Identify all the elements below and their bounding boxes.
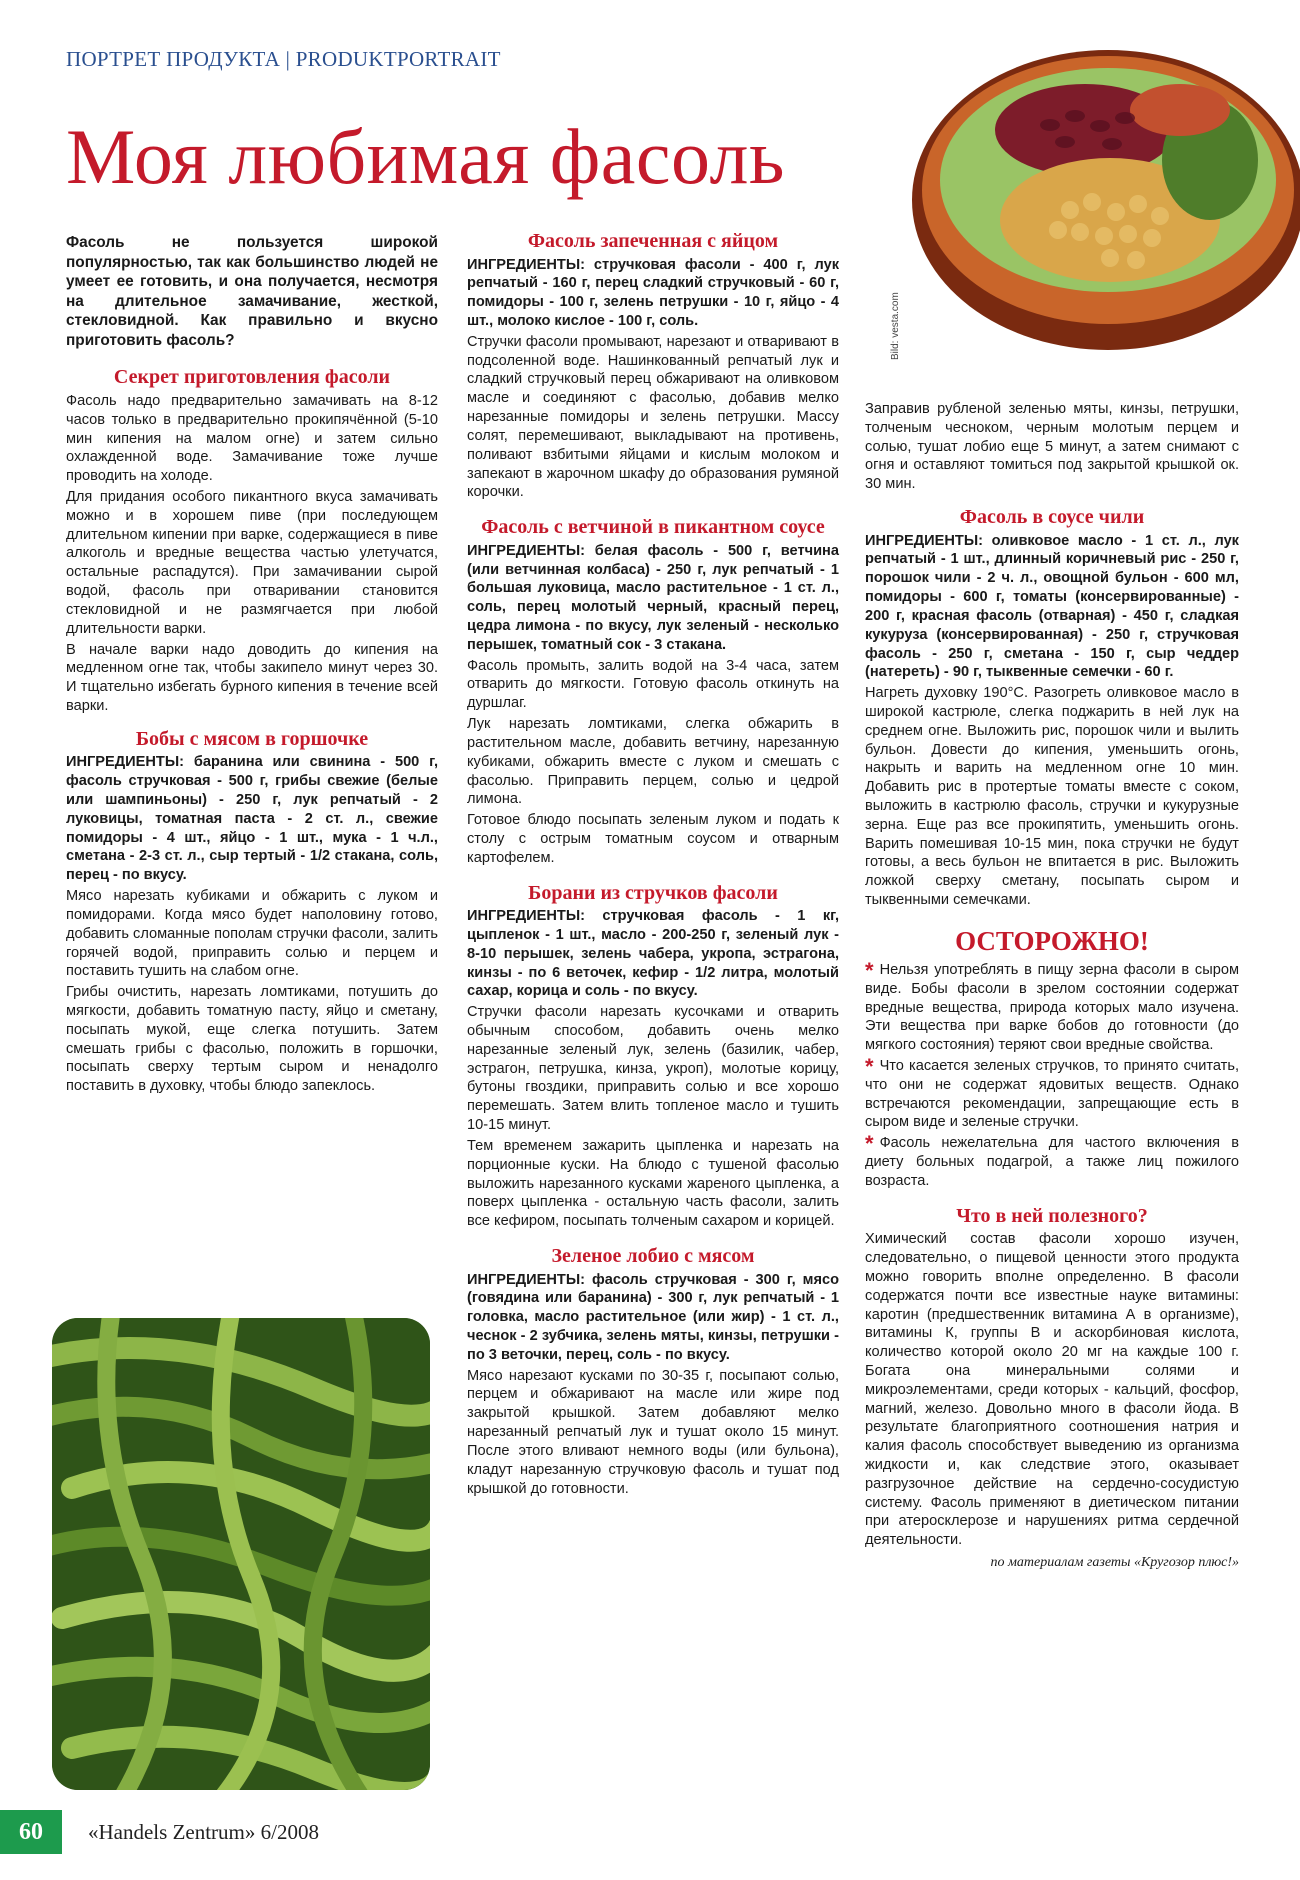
bobi-ingredients: ИНГРЕДИЕНТЫ: баранина или свинина - 500 г, фасоль стручковая - 500 г, грибы свежие (белые или шампиньоны) - 250 г, лук репчатый - 2 луковицы, томатная паста - 2 ст. л., свежие помидоры - 4 шт., яйцо - 1 шт., мука - 1 ч.л., сметана - 2-3 ст. л., сыр тертый - 1/2 стакана, соль, перец - по вкусу.: [66, 754, 438, 884]
bobi-paragraph-2: Грибы очистить, нарезать ломтиками, потушить до мягкости, добавить томатную пасту, яйцо и сметану, посыпать мукой, еще слегка потушить. Затем смешать грибы с фасолью, положить в горшочки, посыпать сверху тертым сыром и ненадолго поставить в духовку, чтобы блюдо запеклось.: [66, 984, 438, 1095]
vetchina-paragraph-1: Фасоль промыть, залить водой на 3-4 часа, затем отварить до мягкости. Готовую фасоль откинуть на дуршлаг.: [467, 657, 839, 712]
secret-heading: Секрет приготовления фасоли: [113, 366, 391, 389]
vetchina-ingredients: ИНГРЕДИЕНТЫ: белая фасоль - 500 г, ветчина (или ветчинная колбаса) - 250 г, лук репчатый - 1 большая луковица, масло растительное - 1 ст. л., соль, перец молотый черный, красный перец, цедра лимона - по вкусу, лук зеленый - несколько перышек, томатный сок - 3 стакана.: [467, 542, 839, 653]
zapech-heading: Фасоль запеченная с яйцом: [527, 230, 779, 252]
useful-heading: Что в ней полезного?: [956, 1204, 1148, 1227]
caution-item: * Фасоль нежелательна для частого включения в диету больных подагрой, а также лиц пожилого возраста.: [865, 1131, 1239, 1189]
green-beans-photo: [52, 1318, 430, 1790]
caution-item: * Что касается зеленых стручков, то принято считать, что они не содержат ядовитых веществ. Однако встречаются рекомендации, запрещающие есть в сыром виде и зеленые стручки.: [865, 1053, 1239, 1131]
bobi-paragraph-1: Мясо нарезать кубиками и обжарить с луком и помидорами. Когда мясо будет наполовину готово, добавить сломанные пополам стручки фасоли, залить горячей водой, приправить солью и перцем и поставить тушить на слабом огне.: [66, 888, 438, 980]
lobio-ingredients: ИНГРЕДИЕНТЫ: фасоль стручковая - 300 г, мясо (говядина или баранина) - 300 г, лук репчатый - 1 головка, масло растительное (или жир) - 1 ст. л., чеснок - 2 зубчика, зелень мяты, кинзы, петрушки - по 3 веточки, перец, соль - по вкусу.: [467, 1271, 839, 1363]
column-left: [66, 233, 438, 1098]
chili-ingredients: ИНГРЕДИЕНТЫ: оливковое масло - 1 ст. л., лук репчатый - 1 шт., длинный коричневый рис - 250 г, порошок чили - 2 ч. л., овощной бульон - 600 мл, помидоры - 600 г, томаты (консервированные) - 200 г, красная фасоль (отварная) - 450 г, сладкая кукуруза (консервированная) - 250 г, стручковая фасоль - 250 г, сметана - 150 г, сыр чеддер (натереть) - 90 г, тыквенные семечки - 60 г.: [865, 532, 1239, 681]
page-number: 60: [19, 1819, 43, 1845]
borani-paragraph-1: Стручки фасоли нарезать кусочками и отварить обычным способом, добавить очень мелко нарезанные зеленый лук, зелень (базилик, чабер, эстрагон, петрушка, кинза, укроп), молотые корицу, бутоны гвоздики, приправить солью и все хорошо перемешать. Затем влить топленое масло и тушить 10-15 минут.: [467, 1004, 839, 1134]
column-middle: [467, 232, 839, 1500]
photo-credit: Bild: vesta.com: [890, 292, 901, 360]
zapech-paragraph-1: Стручки фасоли промывают, нарезают и отваривают в подсоленной воде. Нашинкованный репчатый лук и сладкий стручковый перец обжаривают на оливковом масле и соединяют с фасолью, добавив мелко нарезанные помидоры и зелень петрушки. Массу солят, перемешивают, выкладывают на противень, поливают взбитыми яйцами и кислым молоком и запекают в жарочном шкафу до образования румяной корочки.: [467, 333, 839, 501]
vetchina-paragraph-2: Лук нарезать ломтиками, слегка обжарить в растительном масле, добавить ветчину, нарезанную кубиками, обжарить вместе с луком и смешать с фасолью. Приправить перцем, солью и цедрой лимона.: [467, 716, 839, 808]
zapech-ingredients: ИНГРЕДИЕНТЫ: стручковая фасоли - 400 г, лук репчатый - 160 г, перец сладкий стручковый - 60 г, помидоры - 100 г, зелень петрушки - 10 г, яйцо - 4 шт., молоко кислое - 100 г, соль.: [467, 256, 839, 330]
section-rubric: ПОРТРЕТ ПРОДУКТА | PRODUKTPORTRAIT: [66, 47, 501, 71]
caution-item: * Нельзя употреблять в пищу зерна фасоли в сыром виде. Бобы фасоли в зрелом состоянии содержат вредные вещества, природа которых мало изучена. Эти вещества при варке бобов до готовности (до мягкого состояния) теряют свои вредные свойства.: [865, 957, 1239, 1054]
caution-heading: ОСТОРОЖНО!: [955, 925, 1149, 956]
lobio-paragraph-2: Заправив рубленой зеленью мяты, кинзы, петрушки, толченым чесноком, черным молотым перцем и солью, тушат лобио еще 5 минут, а затем снимают с огня и оставляют томиться под закрытой крышкой ок. 30 мин.: [865, 401, 1239, 493]
bobi-heading: Бобы с мясом в горшочке: [135, 727, 369, 750]
useful-paragraph-1: Химический состав фасоли хорошо изучен, следовательно, о пищевой ценности этого продукта можно говорить вполне определенно. В фасоли содержатся почти все известные науке витамины: каротин (предшественник витамина А в организме), витамины К, группы В и аскорбиновая кислота, количество которой около 20 мг на каждые 100 г. Богата она минеральными солями и микроэлементами, среди которых - кальций, фосфор, магний, железо. Довольно много в фасоли йода. В результате благоприятного соотношения натрия и калия фасоль способствует выведению из организма жидкости и, как следствие этого, оказывает разгрузочное действие на сердечно-сосудистую систему. Фасоль применяют в диетическом питании при атеросклерозе и нарушениях ритма сердечной деятельности.: [865, 1231, 1239, 1549]
source-note: по материалам газеты «Кругозор плюс!»: [990, 1555, 1239, 1571]
asterisk-icon: *: [865, 1053, 874, 1079]
column-right: [865, 400, 1239, 1574]
borani-paragraph-2: Тем временем зажарить цыпленка и нарезать на порционные куски. На блюдо с тушеной фасолью выложить нарезанного кусками жареного цыпленка, а поверх цыпленка - остальную часть фасоли, залить все кефиром, посыпать толченым сахаром и корицей.: [467, 1137, 839, 1230]
secret-paragraph-2: Для придания особого пикантного вкуса замачивать можно и в хорошем пиве (при последующем длительном кипении при варке, содержащиеся в пиве алкоголь и вредные вещества частью улетучатся, остальные распадутся). При замачивании сырой водой, фасоль при отваривании становится стекловидной и не размягчается при любой длительности варки.: [66, 489, 438, 637]
borani-ingredients: ИНГРЕДИЕНТЫ: стручковая фасоль - 1 кг, цыпленок - 1 шт., масло - 200-250 г, зеленый лук - 8-10 перышек, зелень чабера, укропа, эстрагона, кинзы - по 6 веточек, кефир - 1/2 литра, молотый сахар, корица и соль - по вкусу.: [467, 908, 839, 1000]
lobio-paragraph-1: Мясо нарезают кусками по 30-35 г, посыпают солью, перцем и обжаривают на масле или жире под закрытой крышкой. Затем добавляют мелко нарезанный репчатый лук и тушат около 15 минут. После этого вливают немного воды (или бульона), кладут нарезанную стручковую фасоль и тушат под крышкой до готовности.: [467, 1367, 839, 1497]
magazine-issue: «Handels Zentrum» 6/2008: [88, 1820, 319, 1844]
bean-salad-photo: [880, 30, 1300, 390]
chili-paragraph-1: Нагреть духовку 190°C. Разогреть оливковое масло в широкой кастрюле, слегка поджарить в ней лук на среднем огне. Выложить рис, порошок чили и вылить бульон. Довести до кипения, уменьшить огонь, накрыть и варить на медленном огне 10 мин. Добавить рис в протертые томаты вместе с соком, выложить в кастрюлю фасоль, стручки и кукурузные зерна. Еще раз все прокипятить, уменьшить огонь. Варить помешивая 10-15 мин, пока стручки не будут готовы, а весь бульон не впитается в рис. Выложить ложкой сверху сметану, посыпать сыром и тыквенными семечками.: [865, 685, 1239, 909]
asterisk-icon: *: [865, 957, 874, 983]
intro-paragraph: Фасоль не пользуется широкой популярностью, так как большинство людей не умеет ее готовить, и она получается, несмотря на длительное замачивание, жесткой, стекловидной. Как правильно и вкусно приготовить фасоль?: [66, 234, 438, 349]
vetchina-heading: Фасоль с ветчиной в пикантном соусе: [481, 516, 825, 539]
secret-paragraph-3: В начале варки надо доводить до кипения на медленном огне так, чтобы закипело минут через 30. И тщательно избегать бурного кипения в течение всей варки.: [66, 641, 438, 714]
secret-paragraph-1: Фасоль надо предварительно замачивать на 8-12 часов только в предварительно прокипячённой (5-10 мин кипения на малом огне) и затем сильно охлажденной воде. Замачивание тоже лучше проводить на холоде.: [66, 392, 438, 485]
vetchina-paragraph-3: Готовое блюдо посыпать зеленым луком и подать к столу с острым томатным соусом и отварным картофелем.: [467, 812, 839, 866]
borani-heading: Борани из стручков фасоли: [528, 881, 778, 904]
lobio-heading: Зеленое лобио с мясом: [551, 1244, 755, 1267]
asterisk-icon: *: [865, 1131, 874, 1157]
page-title: Моя любимая фасоль: [66, 113, 785, 200]
chili-heading: Фасоль в соусе чили: [959, 506, 1145, 529]
